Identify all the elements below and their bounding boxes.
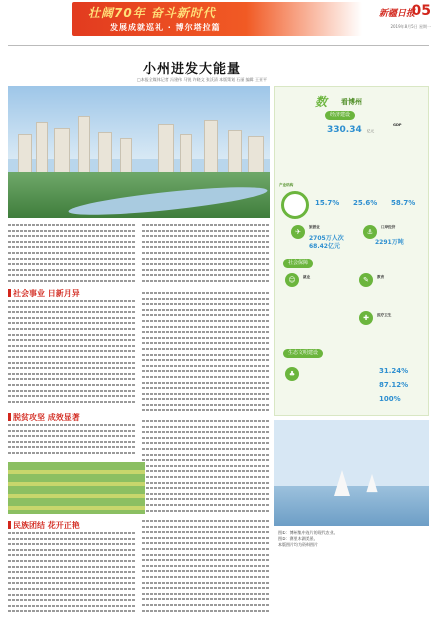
photo-building [204, 120, 218, 174]
series-subtitle: 发展成就巡礼 · 博尔塔拉篇 [110, 23, 221, 32]
article-byline: □本报全媒体记者 冯建伟 马锐 许晓文 张沃清 本版策划 石丽 编辑 王亚平 [137, 77, 267, 82]
industry-tertiary-pct: 58.7% [391, 199, 416, 207]
social-tag: 社会保障 [283, 259, 313, 268]
employment-label: 就业 [303, 275, 311, 279]
farmland-photo [8, 462, 145, 514]
article-body-text [142, 518, 270, 618]
section-label: 民族团结 花开正艳 [13, 521, 80, 530]
photo-field-row [8, 482, 145, 486]
employment-icon: ☺ [285, 273, 299, 287]
caption-line: 图②：赛里木湖美景。 [278, 536, 318, 541]
article-body-text [142, 418, 270, 514]
section-marker [8, 289, 11, 297]
trade-volume: 2291万吨 [375, 239, 404, 246]
article-body-text [8, 530, 136, 618]
gdp-unit: 亿元 [367, 129, 375, 133]
caption-line: 本版图片均为资料图片 [278, 542, 318, 547]
industry-ring [281, 191, 309, 219]
section-label: 社会事业 日新月异 [13, 289, 80, 298]
tourism-label: 旅游业 [309, 225, 320, 229]
gdp-label: GDP [393, 123, 402, 127]
article-body-text [8, 222, 136, 284]
economy-tag: 经济建设 [325, 111, 355, 120]
header-divider [8, 45, 429, 46]
ecology-tag: 生态文明建设 [283, 349, 323, 358]
photo-field-row [8, 494, 145, 498]
tourism-income: 68.42亿元 [309, 243, 340, 250]
photo-building [228, 130, 242, 174]
photo-building [120, 138, 132, 174]
green-rate: 100% [379, 395, 401, 403]
photo-building [54, 128, 70, 174]
education-icon: ✎ [359, 273, 373, 287]
photo-field-row [8, 470, 145, 474]
photo-building [248, 136, 264, 174]
photo-building [180, 134, 192, 174]
section-marker [8, 413, 11, 421]
trade-label: 口岸经济 [381, 225, 396, 229]
education-label: 教育 [377, 275, 385, 279]
section-label: 脱贫攻坚 成效显著 [13, 413, 80, 422]
photo-building [36, 122, 48, 174]
water-quality: 87.12% [379, 381, 409, 389]
industry-label: 产业结构 [279, 183, 294, 187]
photo-sail [366, 474, 377, 492]
photo-building [158, 124, 174, 174]
tourism-icon: ✈ [291, 225, 305, 239]
page-number: 05 [411, 3, 431, 19]
photo-building [78, 116, 90, 174]
trade-icon: ⚓ [363, 225, 377, 239]
industry-primary-pct: 15.7% [315, 199, 340, 207]
lake-sailing-photo [274, 420, 429, 526]
medical-label: 医疗卫生 [377, 313, 392, 317]
infographic-brand: 数 [315, 95, 328, 109]
article-body-text [142, 290, 270, 414]
article-body-text [8, 422, 136, 460]
photo-building [18, 134, 32, 174]
newspaper-name: 新疆日报 [378, 9, 415, 19]
section-marker [8, 521, 11, 529]
forest-coverage: 31.24% [379, 367, 409, 375]
photo-building [98, 132, 112, 174]
series-title: 壮阔70年 奋斗新时代 [88, 6, 216, 20]
article-headline: 小州进发大能量 [143, 62, 242, 77]
photo-field-row [8, 506, 145, 510]
medical-icon: ✚ [359, 311, 373, 325]
article-body-text [142, 222, 270, 284]
city-skyline-photo [8, 86, 270, 218]
article-body-text [8, 298, 136, 408]
industry-secondary-pct: 25.6% [353, 199, 378, 207]
infographic-brand-suffix: 看博州 [341, 98, 362, 106]
photo-captions [278, 530, 427, 548]
issue-date: 2019年8月5日 星期一 [390, 24, 431, 29]
gdp-value: 330.34 [327, 125, 362, 135]
tourism-visitors: 2705万人次 [309, 235, 344, 242]
tree-icon: ♣ [285, 367, 299, 381]
photo-lake [274, 486, 429, 526]
photo-sail [334, 470, 350, 496]
stats-infographic [274, 86, 429, 416]
caption-line: 图①：博州集中连片的现代农业。 [278, 530, 338, 535]
